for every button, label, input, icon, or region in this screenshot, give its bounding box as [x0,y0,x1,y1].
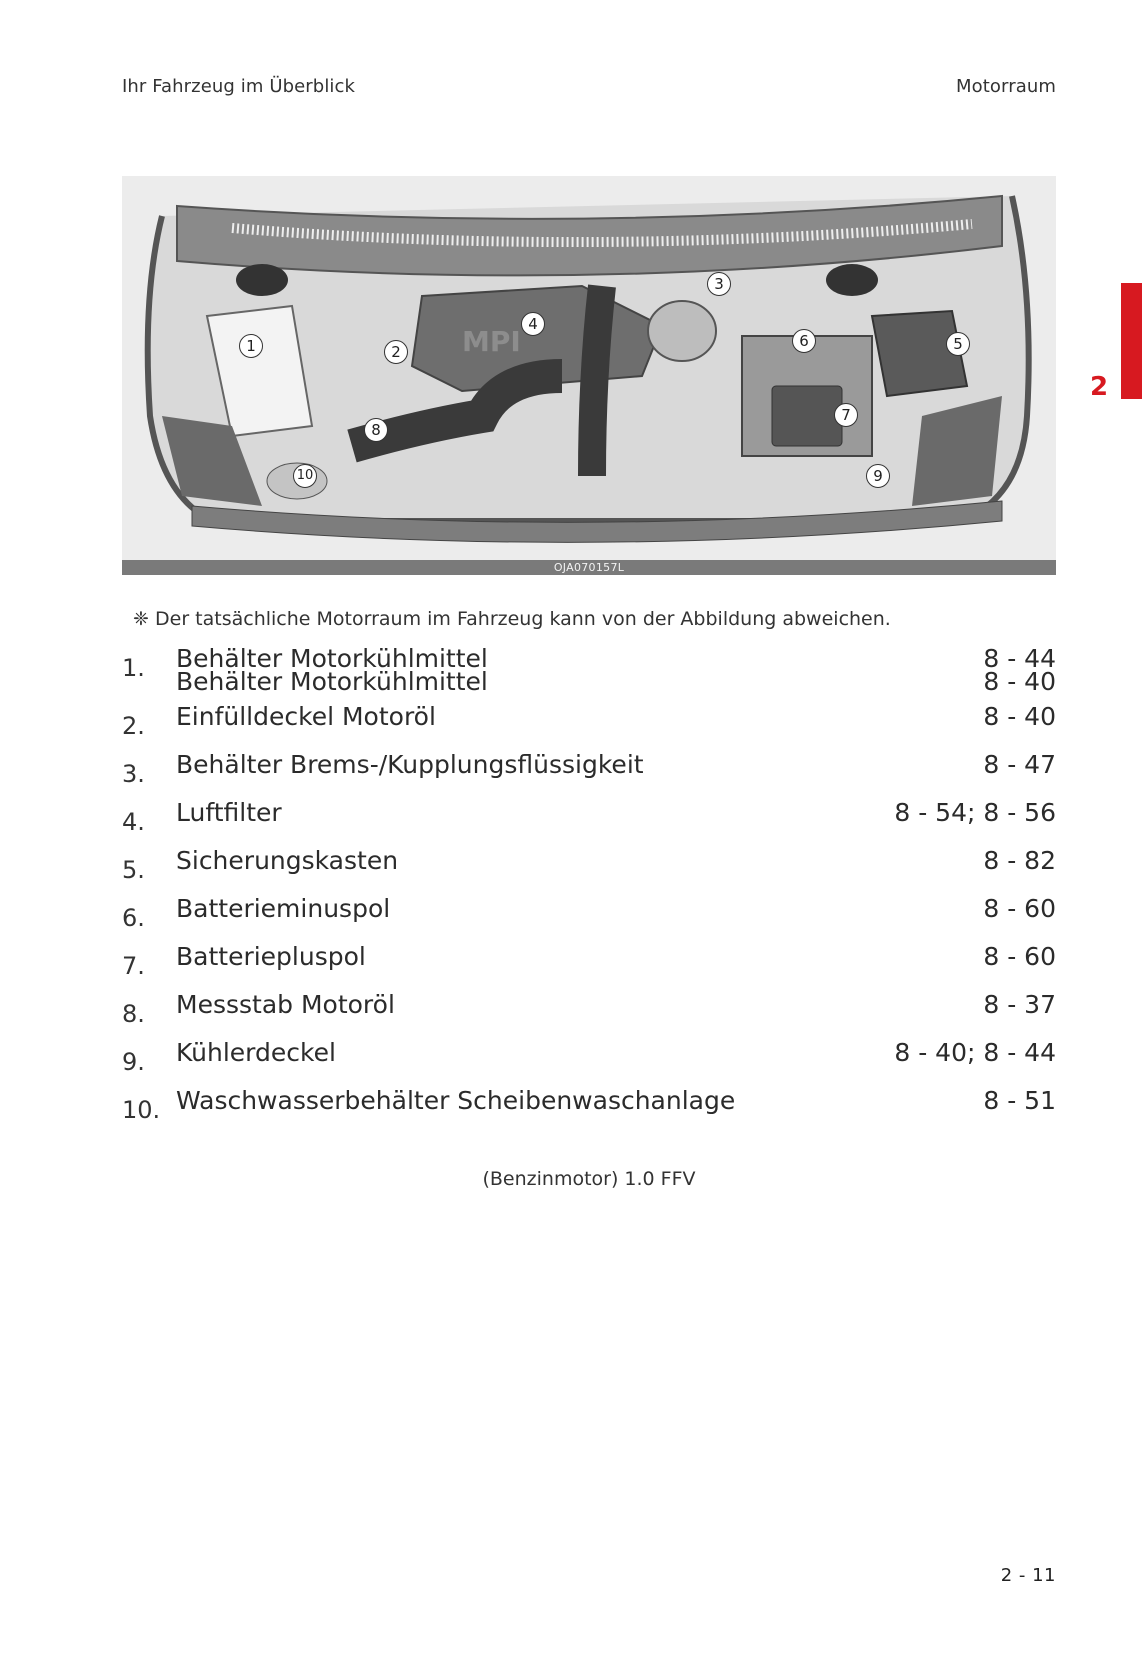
chapter-number: 2 [1090,372,1109,402]
chapter-tab [1121,283,1142,399]
callout-3: 3 [707,272,731,296]
item-label: Kühlerdeckel [176,1038,336,1067]
parts-list [122,644,1056,1134]
parts-list-item [122,942,1056,990]
item-label: Batterieminuspol [176,894,391,923]
item-page-ref: 8 - 37 [983,990,1056,1019]
figure-caption-code: OJA070157L [122,560,1056,575]
item-page-ref: 8 - 40; 8 - 44 [894,1038,1056,1067]
svg-text:MPI: MPI [462,325,521,358]
callout-10: 10 [293,464,317,488]
item-label: Behälter Motorkühlmittel [176,644,488,673]
parts-list-item [122,846,1056,894]
page-number: 2 - 11 [1000,1565,1056,1586]
parts-list-item [122,798,1056,846]
item-label: Messstab Motoröl [176,990,395,1019]
item-label: Batteriepluspol [176,942,366,971]
item-number: 3. [122,760,145,788]
item-label: Einfülldeckel Motoröl [176,702,436,731]
disclaimer-note [133,608,891,630]
item-number: 2. [122,712,145,740]
callout-7: 7 [834,403,858,427]
item-label-secondary: Behälter Motorkühlmittel [176,667,488,696]
item-number: 4. [122,808,145,836]
item-label: Waschwasserbehälter Scheibenwaschanlage [176,1086,736,1115]
item-page-ref: 8 - 47 [983,750,1056,779]
running-header-topic: Motorraum [956,76,1056,97]
callout-5: 5 [946,332,970,356]
item-page-ref-secondary: 8 - 40 [983,667,1056,696]
engine-drawing [122,176,1056,560]
parts-list-item [122,702,1056,750]
item-number: 7. [122,952,145,980]
item-page-ref: 8 - 44 [983,644,1056,673]
item-number: 10. [122,1096,161,1124]
callout-9: 9 [866,464,890,488]
item-page-ref: 8 - 40 [983,702,1056,731]
engine-illustration [122,176,1056,560]
parts-list-item [122,644,1056,702]
item-number: 8. [122,1000,145,1028]
note-text: Der tatsächliche Motorraum im Fahrzeug kann von der Abbildung abweichen. [155,608,891,630]
item-page-ref: 8 - 60 [983,942,1056,971]
item-page-ref: 8 - 60 [983,894,1056,923]
item-page-ref: 8 - 51 [983,1086,1056,1115]
item-page-ref: 8 - 82 [983,846,1056,875]
item-number: 6. [122,904,145,932]
parts-list-item [122,1038,1056,1086]
parts-list-item [122,750,1056,798]
engine-compartment-figure [122,176,1056,575]
running-header-section: Ihr Fahrzeug im Überblick [122,76,356,97]
item-label: Luftfilter [176,798,282,827]
item-label: Sicherungskasten [176,846,399,875]
note-asterism-icon: ❈ [133,608,149,630]
item-number: 1. [122,654,145,682]
callout-4: 4 [521,312,545,336]
callout-2: 2 [384,340,408,364]
item-number: 9. [122,1048,145,1076]
item-number: 5. [122,856,145,884]
item-label: Behälter Brems-/Kupplungsflüssigkeit [176,750,644,779]
callout-1: 1 [239,334,263,358]
callout-8: 8 [364,418,388,442]
parts-list-item [122,990,1056,1038]
callout-6: 6 [792,329,816,353]
parts-list-item [122,1086,1056,1134]
item-page-ref: 8 - 54; 8 - 56 [894,798,1056,827]
parts-list-item [122,894,1056,942]
engine-variant-label: (Benzinmotor) 1.0 FFV [482,1168,696,1190]
